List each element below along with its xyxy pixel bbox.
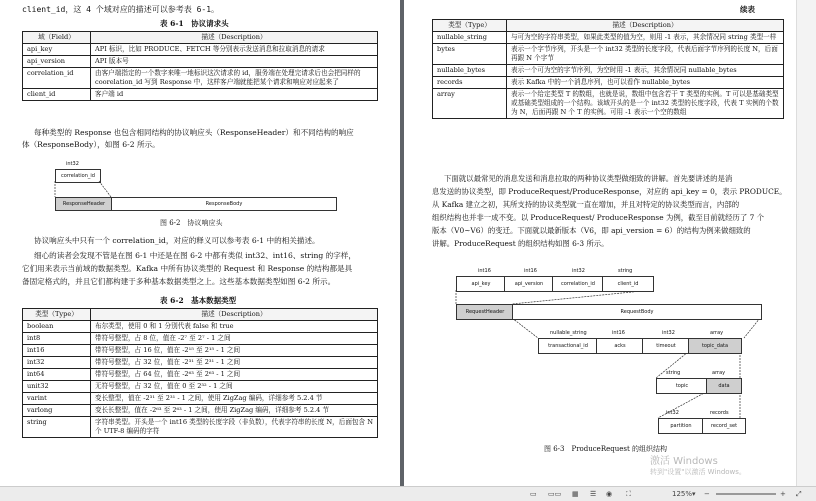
- right-page: [404, 0, 816, 486]
- fullscreen-icon[interactable]: ⛶: [626, 490, 631, 498]
- table-row: [23, 417, 378, 438]
- table-row: [23, 369, 378, 381]
- windows-activation-watermark: [650, 452, 746, 477]
- type-label: int16: [478, 268, 491, 274]
- table-basic-types: [22, 308, 378, 438]
- field-box: api_key: [456, 276, 506, 292]
- paragraph-line: 息发送的协议类型，即 ProduceRequest/ProduceResponse，对应的 api_key = 0，表示 PRODUCE。: [432, 187, 787, 196]
- table-cell: bytes: [433, 44, 507, 65]
- top-line: client_id，这 4 个域对应的描述可以参考表 6-1。: [22, 5, 220, 14]
- body-box: RequestBody: [512, 304, 762, 320]
- table-cell: 表示一个字节序列，开头是一个 int32 类型的长度字段，代表后面字节序列的长度 N，后面再跟 N 个字节: [507, 44, 784, 65]
- table-cell: nullable_bytes: [433, 65, 507, 77]
- type-label: string: [618, 268, 633, 274]
- table-header-cell: 类型（Type）: [23, 309, 91, 321]
- status-bar: [0, 486, 816, 501]
- figure-caption: 图 6-2 协议响应头: [160, 219, 223, 227]
- table-row: [23, 345, 378, 357]
- table-row: [23, 381, 378, 393]
- table-cell: 表示一个可为空的字节序列，为空时用 -1 表示，其余情况同 nullable_bytes: [507, 65, 784, 77]
- body-box: ResponseBody: [111, 197, 337, 211]
- field-box: correlation_id: [55, 169, 101, 183]
- type-label: int32: [666, 410, 679, 416]
- table-cell: int8: [23, 333, 91, 345]
- table-row: [23, 405, 378, 417]
- table-cell: 无符号整型，占 32 位，值在 0 至 2³² - 1 之间: [91, 381, 378, 393]
- table-header-cell: 类型（Type）: [433, 20, 507, 32]
- field-box: topic: [656, 378, 708, 394]
- table-header-cell: 描述（Description）: [91, 309, 378, 321]
- field-box: correlation_id: [552, 276, 604, 292]
- field-box: api_version: [504, 276, 554, 292]
- field-box: record_set: [702, 418, 746, 434]
- field-box: data: [706, 378, 742, 394]
- paragraph-line: 下面就以最常见的消息发送和消息拉取的两种协议类型做细致的讲解。首先要讲述的是消: [444, 174, 733, 183]
- table-cell: 带符号整型，占 16 位，值在 -2¹⁵ 至 2¹⁵ - 1 之间: [91, 345, 378, 357]
- single-page-icon[interactable]: ▭: [530, 490, 537, 498]
- left-page: [0, 0, 400, 486]
- connector-lines: [0, 0, 400, 230]
- table1-caption: 表 6-1 协议请求头: [160, 19, 229, 28]
- table-cell: boolean: [23, 321, 91, 333]
- table-cell: API 标识，比如 PRODUCE、FETCH 等分别表示发送消息和拉取消息的请求: [91, 44, 378, 56]
- table-cell: 变长整型，值在 -2³¹ 至 2³¹ - 1 之间，使用 ZigZag 编码，详细参考 5.2.4 节: [91, 393, 378, 405]
- type-label: array: [712, 370, 726, 376]
- field-box: partition: [658, 418, 704, 434]
- table-cell: 客户端 id: [91, 89, 378, 101]
- table-cell: 布尔类型，使用 0 和 1 分别代表 false 和 true: [91, 321, 378, 333]
- table-cell: api_version: [23, 56, 91, 68]
- table-row: [23, 357, 378, 369]
- table-header-cell: 描述（Description）: [507, 20, 784, 32]
- connector-lines: [404, 0, 816, 450]
- table-cell: 表示一个给定类型 T 的数组，也就是说，数组中包含若干 T 类型的实例。T 可以是基础类型或基础类型组成的一个结构。该域开头的是一个 int32 类型的长度字段，代表 T 实例的个数为 N，后面再跟 N 个 T 的实例。可用 -1 表示一个空的数组: [507, 89, 784, 119]
- vertical-scrollbar[interactable]: [796, 0, 816, 486]
- table2-caption: 表 6-2 基本数据类型: [160, 296, 237, 305]
- paragraph-line: 细心的读者会发现不管是在图 6-1 中还是在图 6-2 中都有类似 int32、int16、string 的字样，: [34, 251, 356, 260]
- zoom-in-icon[interactable]: +: [780, 490, 786, 498]
- type-label: records: [710, 410, 729, 416]
- table-cell: array: [433, 89, 507, 119]
- field-box: topic_data: [688, 338, 742, 354]
- table-cell: unit32: [23, 381, 91, 393]
- paragraph-line: 从 Kafka 建立之初，其所支持的协议类型就一直在增加，并且对特定的协议类型而言，内部的: [432, 200, 740, 209]
- table-cell: varint: [23, 393, 91, 405]
- type-label: int32: [662, 330, 675, 336]
- table-cell: string: [23, 417, 91, 438]
- table-cell: int64: [23, 369, 91, 381]
- table-cell: 带符号整型，占 8 位，值在 -2⁷ 至 2⁷ - 1 之间: [91, 333, 378, 345]
- table-row: [23, 321, 378, 333]
- type-label: string: [666, 370, 681, 376]
- figure-caption: 图 6-3 ProduceRequest 的组织结构: [544, 445, 667, 453]
- watermark-subtitle: 转到"设置"以激活 Windows。: [650, 468, 746, 476]
- header-box: RequestHeader: [456, 304, 514, 320]
- table-cell: int32: [23, 357, 91, 369]
- table-cell: 变长长整型，值在 -2⁶³ 至 2⁶³ - 1 之间，使用 ZigZag 编码，详细参考 5.2.4 节: [91, 405, 378, 417]
- table-row: [23, 333, 378, 345]
- two-page-icon[interactable]: ▭▭: [548, 490, 562, 498]
- zoom-slider[interactable]: [716, 493, 776, 495]
- field-box: client_id: [602, 276, 654, 292]
- field-box: acks: [596, 338, 644, 354]
- table-cell: 与可为空的字符串类型，如果此类型的值为空，则用 -1 表示，其余情况同 string 类型一样: [507, 32, 784, 44]
- zoom-dropdown-icon[interactable]: ▾: [692, 490, 696, 498]
- paragraph-line: 每种类型的 Response 也包含相同结构的协议响应头（ResponseHeader）和不同结构的响应: [34, 128, 354, 137]
- zoom-level: 125%: [672, 490, 693, 498]
- table-cell: 带符号整型，占 64 位，值在 -2⁶³ 至 2⁶³ - 1 之间: [91, 369, 378, 381]
- continued-label: 续表: [740, 5, 755, 14]
- read-mode-icon[interactable]: ◉: [606, 490, 613, 498]
- table-cell: 字符串类型。开头是一个 int16 类型的长度字段（非负数），代表字符串的长度 N，后面包含 N 个 UTF-8 编码的字符: [91, 417, 378, 438]
- table-row: [23, 393, 378, 405]
- scroll-view-icon[interactable]: ☰: [590, 490, 597, 498]
- field-box: timeout: [642, 338, 690, 354]
- fit-page-icon[interactable]: ⤢: [796, 490, 802, 498]
- watermark-title: 激活 Windows: [650, 456, 718, 467]
- table-cell: API 版本号: [91, 56, 378, 68]
- type-label: array: [710, 330, 724, 336]
- header-box: ResponseHeader: [55, 197, 113, 211]
- table-header-cell: 域（Field）: [23, 32, 91, 44]
- table-cell: nullable_string: [433, 32, 507, 44]
- table-cell: api_key: [23, 44, 91, 56]
- table-cell: 带符号整型，占 32 位，值在 -2³¹ 至 2³¹ - 1 之间: [91, 357, 378, 369]
- type-label: int32: [572, 268, 585, 274]
- zoom-out-icon[interactable]: −: [704, 490, 710, 498]
- type-label: int32: [66, 161, 79, 167]
- table-header-cell: 描述（Description）: [91, 32, 378, 44]
- type-label: nullable_string: [550, 330, 587, 336]
- grid-view-icon[interactable]: ▦: [572, 490, 579, 498]
- paragraph-line: 协议响应头中只有一个 correlation_id，对应的释义可以参考表 6-1 中的相关描述。: [34, 236, 320, 245]
- paragraph-line: 体（ResponseBody），如图 6-2 所示。: [22, 140, 160, 149]
- table-cell: records: [433, 77, 507, 89]
- table-cell: correlation_id: [23, 68, 91, 89]
- table-cell: int16: [23, 345, 91, 357]
- table-cell: 由客户端指定的一个数字来唯一地标识这次请求的 id，服务端在处理完请求后也会把同样的 coorelation_id 写到 Response 中，这样客户端就能把某个请求和响应对应起来了: [91, 68, 378, 89]
- paragraph-line: 它们用来表示当前域的数据类型。Kafka 中所有协议类型的 Request 和 Response 的结构都是具: [22, 264, 353, 273]
- field-box: transactional_id: [538, 338, 598, 354]
- paragraph-line: 备固定格式的，并且它们都构建于多种基本数据类型之上。这些基本数据类型如图 6-2 所示。: [22, 277, 336, 286]
- table-cell: client_id: [23, 89, 91, 101]
- table-cell: varlong: [23, 405, 91, 417]
- type-label: int16: [612, 330, 625, 336]
- table-cell: 表示 Kafka 中的一个消息序列，也可以看作 nullable_bytes: [507, 77, 784, 89]
- paragraph-line: 版本（V0~V6）的变迁。下面就以最新版本（V6，即 api_version = 6）的结构为例来做细致的: [432, 226, 751, 235]
- type-label: int16: [524, 268, 537, 274]
- paragraph-line: 组织结构也并非一成不变。以 ProduceRequest/ ProduceResponse 为例，截至目前就经历了 7 个: [432, 213, 765, 222]
- paragraph-line: 讲解。ProduceRequest 的组织结构如图 6-3 所示。: [432, 239, 609, 248]
